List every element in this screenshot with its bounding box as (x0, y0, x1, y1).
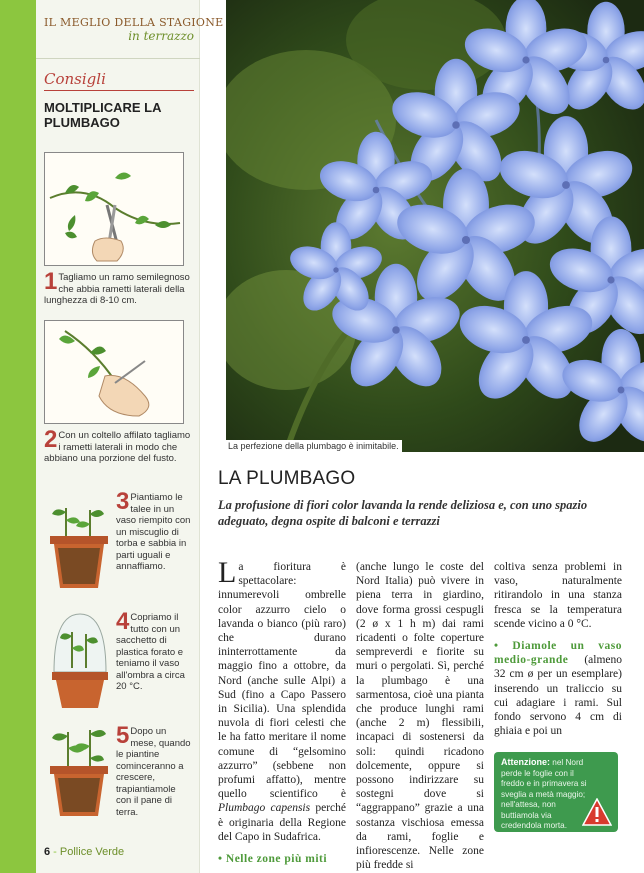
article-column-1: La fioritura è spettacolare: innumerevoli ombrelle color azzurro cielo o lavanda o bianco (più raro) che durano ininterrottamente da maggio fino a ottobre, da Nord (anche sulle Alpi) a Sud (fino a Capo Passero in Sicilia). Una splendida nuvola di fiori celesti che le ha fatto meritare il nome comune di “gelsomino azzurro” (sebbene non profumi affatto), mentre quello scientifico è Plumbago capensis perché è originaria della Regione del Capo in Sudafrica. • Nelle zone più miti (218, 556, 346, 866)
sidebar-title: MOLTIPLICARE LA PLUMBAGO (44, 100, 161, 130)
magazine-name: Pollice Verde (59, 846, 125, 858)
step5-pot-illustration (48, 724, 110, 820)
step3-pot-illustration (48, 498, 110, 594)
magazine-header (44, 16, 224, 43)
photo-caption: La perfezione della plumbago è inimitabile. (226, 440, 402, 452)
drop-cap: L (218, 556, 237, 589)
sidebar (36, 0, 224, 873)
step2-illustration (44, 320, 184, 424)
step2-text: 2 Con un coltello affilato tagliamo i rametti laterali in modo che abbiano una porzione del fusto. (44, 426, 191, 464)
section-label: Consigli (44, 70, 106, 88)
subhead-bullet: • Diamole un vaso medio-grande (494, 640, 622, 667)
divider (44, 90, 194, 91)
header-line1: IL MEGLIO DELLA STAGIONE (44, 16, 224, 29)
attention-label: Attenzione: (501, 757, 550, 767)
article-title: LA PLUMBAGO (218, 468, 356, 489)
step1-illustration (44, 152, 184, 266)
page-footer: 6 - Pollice Verde (44, 846, 125, 858)
attention-note: Attenzione: nel Nord perde le foglie con il freddo e in primavera si sveglia a metà maggio; nell'attesa, non buttiamola via credendola morta. (494, 752, 618, 832)
step3-text: 3 Piantiamo le talee in un vaso riempito con un miscuglio di torba e sabbia in parti uguali e annaffiamo. (116, 488, 191, 572)
divider (36, 58, 200, 59)
plumbago-photo (226, 0, 644, 452)
header-line2: in terrazzo (128, 29, 194, 43)
page-number: 6 (44, 846, 51, 858)
article-subtitle: La profusione di fiori color lavanda la rende deliziosa e, con uno spazio adeguato, degna ospite di balconi e terrazzi (218, 498, 588, 528)
species-name: Plumbago capensis (218, 802, 311, 815)
step4-text: 4 Copriamo il tutto con un sacchetto di plastica forato e teniamo il vaso all'ombra a circa 20 °C. (116, 608, 185, 692)
green-edge-bar (0, 0, 36, 873)
step5-text: 5 Dopo un mese, quando le piantine cominceranno a crescere, trapiantiamole con il pane di terra. (116, 722, 191, 818)
article-column-2: (anche lungo le coste del Nord Italia) può vivere in piena terra in giardino, dove forma grossi cespugli (2 ø x 1 h m) dai rami ricadenti o folte coperture sempreverdi e fiorite su muri o pergolati. Sì, perché la plumbago è una sarmentosa, cioè una pianta che produce lunghi rami (anche 2 m) flessibili, incapaci di sostenersi da soli: quindi ricadono dolcemente, oppure si possono indirizzare su sostegni dove si “aggrappano” grazie a una sostanza vischiosa emessa da rami, foglie e infiorescenze. Nelle zone più fredde si (356, 561, 484, 872)
article-column-3: coltiva senza problemi in vaso, naturalmente ritirandolo in una stanza fresca se la temperatura scende vicino a 0 °C. • Diamole un vaso medio-grande (almeno 32 cm ø per un esemplare) inserendo un traliccio su cui adagiare i rami. Sul fondo servono 4 cm di ghiaia e poi un (494, 561, 622, 738)
subhead-bullet: • Nelle zone più miti (218, 853, 328, 866)
step4-bagged-pot-illustration (48, 612, 110, 710)
warning-icon (582, 798, 612, 826)
step1-text: 1 Tagliamo un ramo semilegnoso che abbia rametti laterali della lunghezza di 8-10 cm. (44, 268, 190, 306)
